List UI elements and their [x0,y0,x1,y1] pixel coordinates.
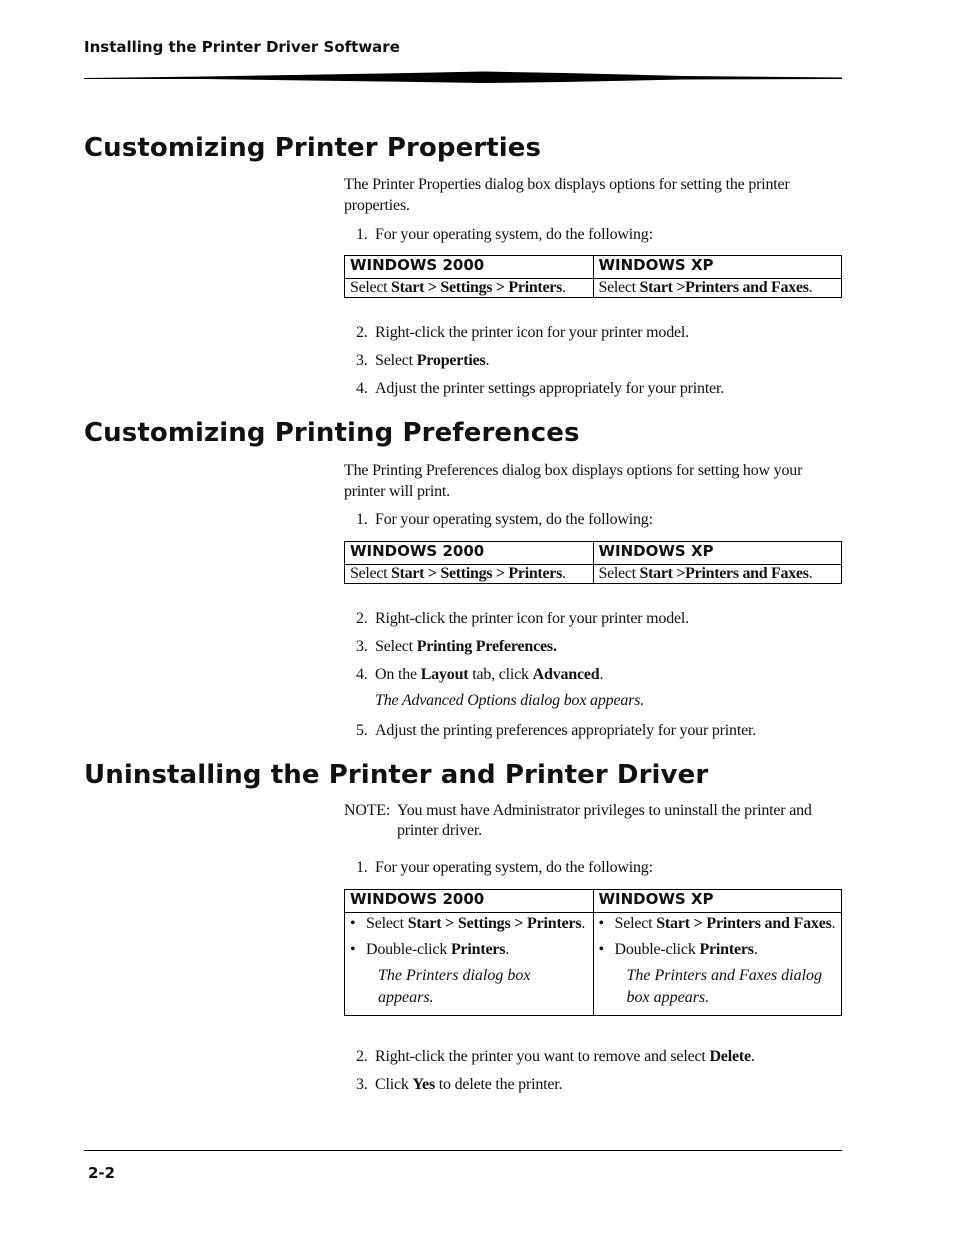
os-instructions-table [344,541,842,584]
running-header: Installing the Printer Driver Software [84,38,400,56]
table-cell-windows-xp: Select Start >Printers and Faxes. [593,565,842,584]
section-intro: The Printing Preferences dialog box displays options for setting how your printer will print. [344,462,803,500]
table-cell-windows-xp [593,913,842,1016]
bullet-item: • Select Start > Printers and Faxes. [598,915,836,932]
note-label: NOTE: [344,802,391,819]
step-item: 3. Click Yes to delete the printer. [356,1076,563,1093]
section-heading-uninstalling: Uninstalling the Printer and Printer Driver [84,760,709,790]
step-item: 3. Select Printing Preferences. [356,638,557,655]
table-header-windows-2000: WINDOWS 2000 [345,890,594,913]
page-number: 2-2 [88,1164,116,1182]
note-text: You must have Administrator privileges to uninstall the printer and printer driver. [397,802,812,839]
table-cell-windows-2000: Select Start > Settings > Printers. [345,565,594,584]
footer-rule [84,1150,842,1151]
os-instructions-table [344,889,842,1016]
step-item: 5. Adjust the printing preferences appropriately for your printer. [356,722,757,739]
section-heading-printing-preferences: Customizing Printing Preferences [84,418,580,448]
step-item: 2. Right-click the printer you want to remove and select Delete. [356,1048,755,1065]
step-item: 4. On the Layout tab, click Advanced. [356,666,604,683]
result-note: The Printers and Faxes dialog box appears. [626,967,823,1006]
bullet-item: • Select Start > Settings > Printers. [350,915,586,932]
header-rule [84,70,842,86]
step-item: 3. Select Properties. [356,352,490,369]
step-item: 4. Adjust the printer settings appropriately for your printer. [356,380,725,397]
table-header-windows-2000: WINDOWS 2000 [345,542,594,565]
table-header-windows-2000: WINDOWS 2000 [345,256,594,279]
table-header-windows-xp: WINDOWS XP [593,542,842,565]
step-item: 1. For your operating system, do the following: [356,511,653,528]
step-text: For your operating system, do the following: [375,226,653,243]
step-item [356,224,846,245]
admin-note [344,801,842,839]
bullet-item: • Double-click Printers. [598,941,758,958]
section-intro: The Printer Properties dialog box displays options for setting the printer properties. [344,176,790,214]
table-cell-windows-2000 [345,913,594,1016]
step-number: 1. [356,226,368,243]
bullet-item: • Double-click Printers. [350,941,510,958]
step-item: 2. Right-click the printer icon for your printer model. [356,324,689,341]
table-cell-windows-xp: Select Start >Printers and Faxes. [593,279,842,298]
os-instructions-table [344,255,842,298]
result-note: The Printers dialog box appears. [378,967,531,1006]
step-item: 2. Right-click the printer icon for your printer model. [356,610,689,627]
table-header-windows-xp: WINDOWS XP [593,890,842,913]
result-note: The Advanced Options dialog box appears. [375,692,645,709]
section-heading-printer-properties: Customizing Printer Properties [84,133,542,163]
step-item: 1. For your operating system, do the following: [356,859,653,876]
table-cell-windows-2000: Select Start > Settings > Printers. [345,279,594,298]
table-header-windows-xp: WINDOWS XP [593,256,842,279]
